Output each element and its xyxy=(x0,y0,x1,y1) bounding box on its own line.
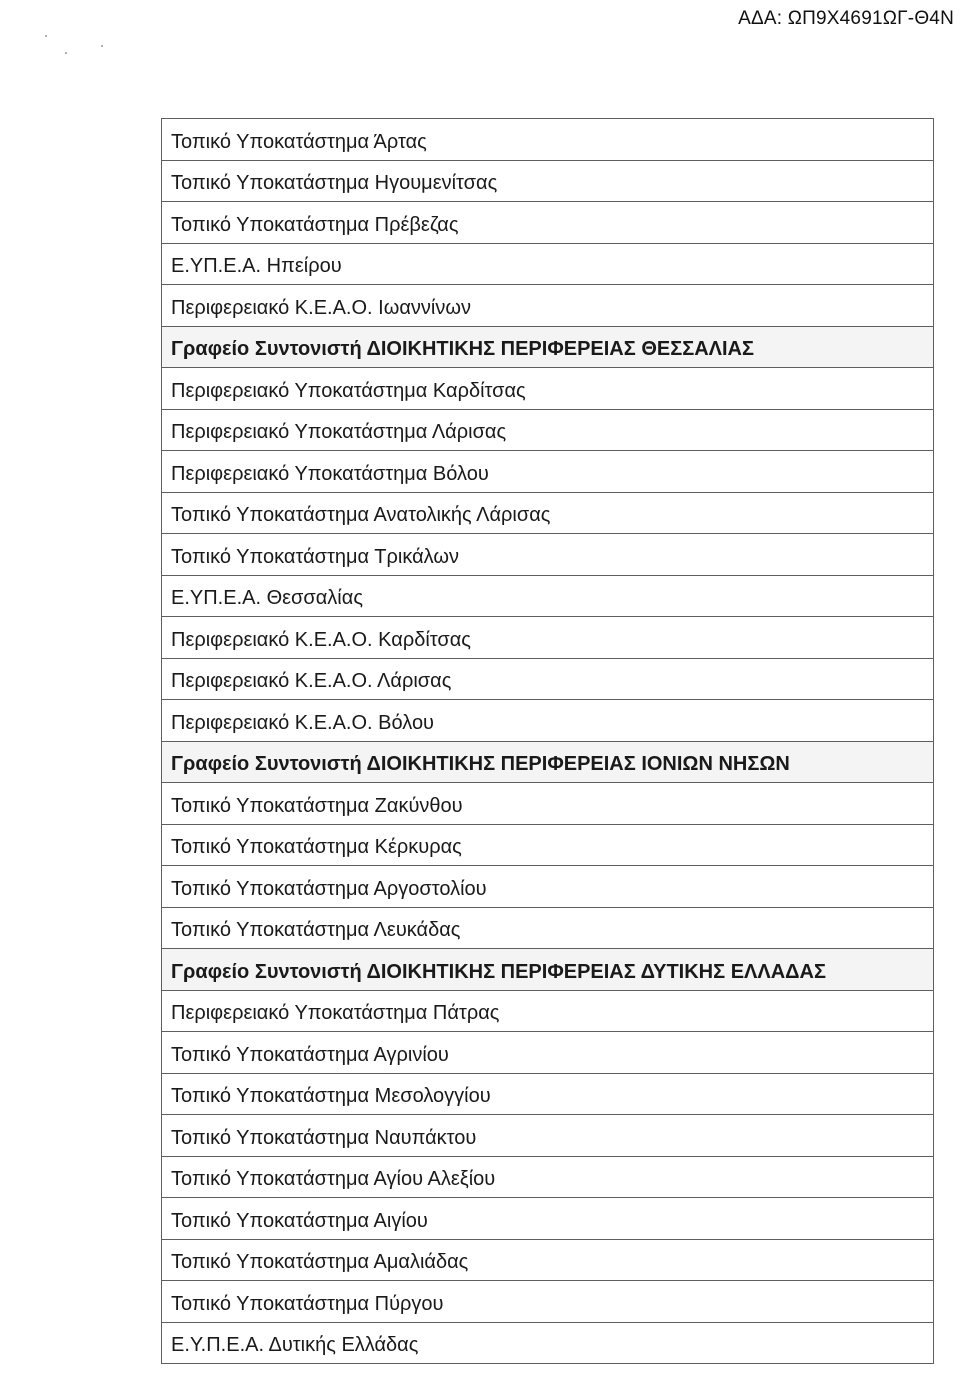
table-cell: Ε.Υ.Π.Ε.Α. Δυτικής Ελλάδας xyxy=(162,1322,934,1364)
table-cell: Τοπικό Υποκατάστημα Αιγίου xyxy=(162,1198,934,1240)
region-header-cell: Γραφείο Συντονιστή ΔΙΟΙΚΗΤΙΚΗΣ ΠΕΡΙΦΕΡΕΙΑΣ ΘΕΣΣΑΛΙΑΣ xyxy=(162,326,934,368)
table-row xyxy=(162,824,934,866)
table-cell: Τοπικό Υποκατάστημα Πρέβεζας xyxy=(162,202,934,244)
table-cell: Τοπικό Υποκατάστημα Πύργου xyxy=(162,1281,934,1323)
table-row xyxy=(162,866,934,908)
table-row xyxy=(162,409,934,451)
table-cell: Τοπικό Υποκατάστημα Ανατολικής Λάρισας xyxy=(162,492,934,534)
ada-code: ΑΔΑ: ΩΠ9Χ4691ΩΓ-Θ4Ν xyxy=(738,8,954,29)
region-header-row xyxy=(162,326,934,368)
table-cell: Περιφερειακό Κ.Ε.Α.Ο. Ιωαννίνων xyxy=(162,285,934,327)
table-cell: Τοπικό Υποκατάστημα Τρικάλων xyxy=(162,534,934,576)
units-table-body xyxy=(162,119,934,1364)
table-row xyxy=(162,990,934,1032)
table-cell: Περιφερειακό Κ.Ε.Α.Ο. Βόλου xyxy=(162,700,934,742)
table-row xyxy=(162,119,934,161)
table-cell: Περιφερειακό Κ.Ε.Α.Ο. Καρδίτσας xyxy=(162,617,934,659)
table-row xyxy=(162,1073,934,1115)
table-cell: Τοπικό Υποκατάστημα Αμαλιάδας xyxy=(162,1239,934,1281)
table-row xyxy=(162,1032,934,1074)
table-cell: Τοπικό Υποκατάστημα Αργοστολίου xyxy=(162,866,934,908)
table-cell: Ε.ΥΠ.Ε.Α. Ηπείρου xyxy=(162,243,934,285)
region-header-row xyxy=(162,741,934,783)
table-row xyxy=(162,575,934,617)
table-row xyxy=(162,1198,934,1240)
table-cell: Τοπικό Υποκατάστημα Ηγουμενίτσας xyxy=(162,160,934,202)
table-cell: Ε.ΥΠ.Ε.Α. Θεσσαλίας xyxy=(162,575,934,617)
table-row xyxy=(162,285,934,327)
table-row xyxy=(162,451,934,493)
scan-speck xyxy=(101,45,103,47)
table-row xyxy=(162,783,934,825)
table-cell: Τοπικό Υποκατάστημα Αγρινίου xyxy=(162,1032,934,1074)
table-row xyxy=(162,700,934,742)
table-row xyxy=(162,658,934,700)
table-cell: Περιφερειακό Υποκατάστημα Λάρισας xyxy=(162,409,934,451)
table-row xyxy=(162,1115,934,1157)
table-row xyxy=(162,1156,934,1198)
region-header-cell: Γραφείο Συντονιστή ΔΙΟΙΚΗΤΙΚΗΣ ΠΕΡΙΦΕΡΕΙΑΣ ΔΥΤΙΚΗΣ ΕΛΛΑΔΑΣ xyxy=(162,949,934,991)
table-row xyxy=(162,1239,934,1281)
scan-speck xyxy=(65,52,67,54)
table-row xyxy=(162,492,934,534)
table-cell: Περιφερειακό Υποκατάστημα Καρδίτσας xyxy=(162,368,934,410)
table-row xyxy=(162,617,934,659)
table-cell: Περιφερειακό Κ.Ε.Α.Ο. Λάρισας xyxy=(162,658,934,700)
table-cell: Τοπικό Υποκατάστημα Αγίου Αλεξίου xyxy=(162,1156,934,1198)
table-row xyxy=(162,1322,934,1364)
table-row xyxy=(162,1281,934,1323)
scan-speck xyxy=(45,35,47,37)
table-cell: Τοπικό Υποκατάστημα Κέρκυρας xyxy=(162,824,934,866)
units-table xyxy=(161,118,934,1364)
table-cell: Περιφερειακό Υποκατάστημα Πάτρας xyxy=(162,990,934,1032)
table-row xyxy=(162,202,934,244)
table-row xyxy=(162,534,934,576)
table-cell: Τοπικό Υποκατάστημα Μεσολογγίου xyxy=(162,1073,934,1115)
region-header-cell: Γραφείο Συντονιστή ΔΙΟΙΚΗΤΙΚΗΣ ΠΕΡΙΦΕΡΕΙΑΣ ΙΟΝΙΩΝ ΝΗΣΩΝ xyxy=(162,741,934,783)
region-header-row xyxy=(162,949,934,991)
table-row xyxy=(162,907,934,949)
table-row xyxy=(162,160,934,202)
table-cell: Περιφερειακό Υποκατάστημα Βόλου xyxy=(162,451,934,493)
table-row xyxy=(162,243,934,285)
table-cell: Τοπικό Υποκατάστημα Ναυπάκτου xyxy=(162,1115,934,1157)
table-cell: Τοπικό Υποκατάστημα Άρτας xyxy=(162,119,934,161)
table-cell: Τοπικό Υποκατάστημα Λευκάδας xyxy=(162,907,934,949)
table-cell: Τοπικό Υποκατάστημα Ζακύνθου xyxy=(162,783,934,825)
table-row xyxy=(162,368,934,410)
